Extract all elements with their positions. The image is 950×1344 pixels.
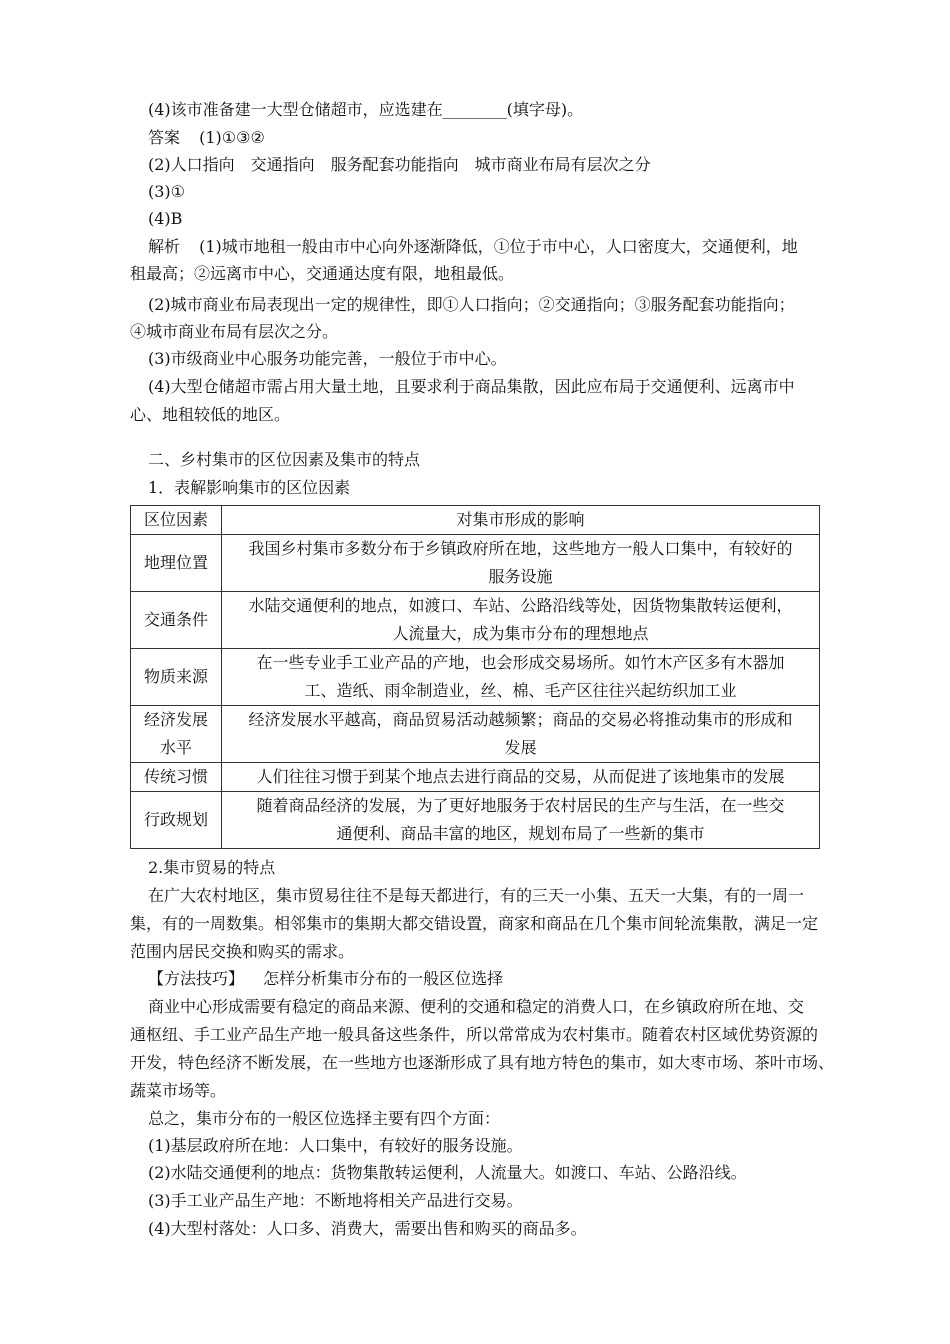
impact-text: 经济发展水平越高，商品贸易活动越频繁；商品的交易必将推动集市的形成和 — [248, 710, 793, 729]
factor-text: 经济发展 — [143, 710, 208, 729]
impact-text: 工、造纸、雨伞制造业，丝、棉、毛产区往往兴起纺织加工业 — [304, 681, 737, 700]
impact-text: 人们往往习惯于到某个地点去进行商品的交易，从而促进了该地集市的发展 — [256, 767, 785, 786]
analysis-p4: (4)大型仓储超市需占用大量土地，且要求利于商品集散，因此应布局于交通便利、远离市中 — [148, 377, 795, 396]
answer-line-1 — [148, 127, 265, 149]
table-row — [131, 706, 820, 763]
method-title: 怎样分析集市分布的一般区位选择 — [263, 969, 504, 988]
table-header-cell: 对集市形成的影响 — [222, 506, 820, 535]
subsection-2-title: 2.集市贸易的特点 — [148, 858, 276, 877]
factor-cell: 交通条件 — [131, 592, 222, 649]
market-trade-text: 在广大农村地区，集市贸易往往不是每天都进行，有的三天一小集、五天一大集，有的一周一 — [148, 886, 805, 905]
table-row — [131, 535, 820, 592]
factor-cell: 传统习惯 — [131, 763, 222, 792]
impact-text: 人流量大，成为集市分布的理想地点 — [392, 624, 649, 643]
analysis-p2-cont: ④城市商业布局有层次之分。 — [130, 322, 339, 341]
impact-text: 我国乡村集市多数分布于乡镇政府所在地，这些地方一般人口集中，有较好的 — [248, 539, 793, 558]
analysis-p3: (3)市级商业中心服务功能完善，一般位于市中心。 — [148, 349, 507, 368]
factor-cell: 行政规划 — [131, 792, 222, 849]
summary-intro: 总之，集市分布的一般区位选择主要有四个方面： — [148, 1109, 501, 1128]
question-4: (4)该市准备建一大型仓储超市，应选建在________(填字母)。 — [148, 100, 584, 119]
analysis-label: 解析 — [148, 237, 181, 256]
impact-cell — [222, 763, 820, 792]
summary-item: (3)手工业产品生产地：不断地将相关产品进行交易。 — [148, 1191, 523, 1210]
factor-text: 水平 — [159, 738, 192, 757]
method-text: 蔬菜市场等。 — [130, 1081, 227, 1100]
impact-cell — [222, 706, 820, 763]
method-heading — [148, 968, 503, 990]
location-factors-table — [130, 505, 820, 849]
analysis-p2: (2)城市商业布局表现出一定的规律性，即①人口指向；②交通指向；③服务配套功能指向； — [148, 295, 795, 314]
summary-item: (4)大型村落处：人口多、消费大，需要出售和购买的商品多。 — [148, 1219, 587, 1238]
table-row — [131, 792, 820, 849]
impact-cell — [222, 535, 820, 592]
summary-item: (1)基层政府所在地：人口集中，有较好的服务设施。 — [148, 1136, 523, 1155]
analysis-line-1 — [148, 236, 798, 258]
impact-text: 服务设施 — [488, 567, 553, 586]
answer-label: 答案 — [148, 128, 181, 147]
impact-text: 通便利、商品丰富的地区，规划布局了一些新的集市 — [336, 824, 705, 843]
method-text: 商业中心形成需要有稳定的商品来源、便利的交通和稳定的消费人口，在乡镇政府所在地、交 — [148, 997, 805, 1016]
impact-text: 在一些专业手工业产品的产地，也会形成交易场所。如竹木产区多有木器加 — [256, 653, 785, 672]
market-trade-text: 范围内居民交换和购买的需求。 — [130, 942, 355, 961]
impact-cell — [222, 592, 820, 649]
analysis-p1: (1)城市地租一般由市中心向外逐渐降低，①位于市中心，人口密度大，交通便利，地 — [199, 237, 798, 256]
analysis-p1-cont: 租最高；②远离市中心，交通通达度有限，地租最低。 — [130, 264, 515, 283]
table-row — [131, 649, 820, 706]
table-header-cell: 区位因素 — [131, 506, 222, 535]
summary-item: (2)水陆交通便利的地点：货物集散转运便利，人流量大。如渡口、车站、公路沿线。 — [148, 1163, 747, 1182]
factor-cell: 地理位置 — [131, 535, 222, 592]
impact-cell — [222, 792, 820, 849]
impact-text: 水陆交通便利的地点，如渡口、车站、公路沿线等处，因货物集散转运便利， — [248, 596, 793, 615]
analysis-p4-cont: 心、地租较低的地区。 — [130, 405, 291, 424]
impact-text: 随着商品经济的发展，为了更好地服务于农村居民的生产与生活，在一些交 — [256, 796, 785, 815]
market-trade-text: 集，有的一周数集。相邻集市的集期大都交错设置，商家和商品在几个集市间轮流集散，满足一定 — [130, 914, 819, 933]
subsection-1-title: 1．表解影响集市的区位因素 — [148, 478, 351, 497]
answer-2: (2)人口指向 交通指向 服务配套功能指向 城市商业布局有层次之分 — [148, 155, 651, 174]
method-tag: 【方法技巧】 — [148, 969, 245, 988]
table-header-row — [131, 506, 820, 535]
answer-3: (3)① — [148, 182, 186, 201]
method-text: 开发，特色经济不断发展，在一些地方也逐渐形成了具有地方特色的集市，如大枣市场、茶叶市场、 — [130, 1053, 835, 1072]
impact-text: 发展 — [504, 738, 537, 757]
impact-cell — [222, 649, 820, 706]
table-row — [131, 592, 820, 649]
table-row — [131, 763, 820, 792]
factor-cell — [131, 706, 222, 763]
factor-cell: 物质来源 — [131, 649, 222, 706]
section-2-title: 二、乡村集市的区位因素及集市的特点 — [148, 450, 421, 469]
answer-4: (4)B — [148, 209, 183, 228]
method-text: 通枢纽、手工业产品生产地一般具备这些条件，所以常常成为农村集市。随着农村区域优势资源的 — [130, 1025, 819, 1044]
answer-1: (1)①③② — [199, 128, 265, 147]
